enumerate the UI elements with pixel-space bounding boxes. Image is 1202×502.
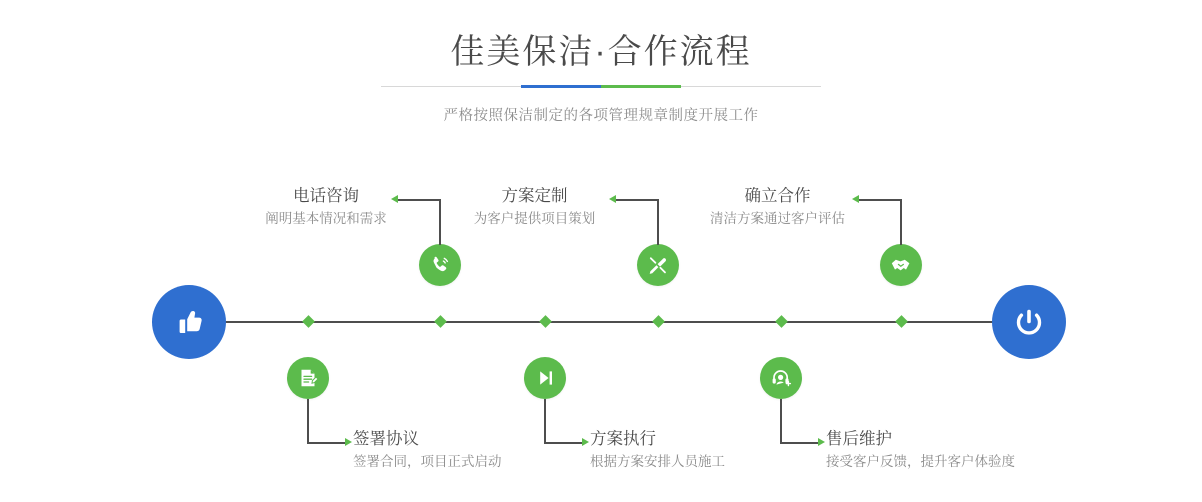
step-label-2 xyxy=(353,428,502,472)
phone-call-icon xyxy=(428,253,452,277)
page-title: 佳美保洁·合作流程 xyxy=(450,33,752,71)
step-label-6 xyxy=(705,185,850,229)
divider-accent-green xyxy=(601,85,681,88)
connector-vertical-4 xyxy=(544,399,546,443)
step-desc-2: 签署合同，项目正式启动 xyxy=(353,454,502,469)
connector-horizontal-4 xyxy=(544,442,584,444)
connector-arrow-5 xyxy=(818,438,825,446)
step-icon-circle-3 xyxy=(637,244,679,286)
step-icon-circle-6 xyxy=(880,244,922,286)
timeline-axis xyxy=(152,321,1052,323)
connector-horizontal-5 xyxy=(780,442,820,444)
connector-vertical-2 xyxy=(307,399,309,443)
header xyxy=(0,30,1202,125)
step-title-4: 方案执行 xyxy=(590,430,656,448)
headset-support-icon xyxy=(769,366,793,390)
power-icon xyxy=(1009,302,1049,342)
step-icon-circle-4 xyxy=(524,357,566,399)
thumbs-up-icon xyxy=(169,302,209,342)
step-title-6: 确立合作 xyxy=(744,187,811,205)
divider-accent-blue xyxy=(521,85,601,88)
step-icon-circle-5 xyxy=(760,357,802,399)
step-title-2: 签署协议 xyxy=(353,430,419,448)
step-icon-circle-1 xyxy=(419,244,461,286)
step-desc-5: 接受客户反馈，提升客户体验度 xyxy=(826,454,1015,469)
step-desc-6: 清洁方案通过客户评估 xyxy=(710,211,845,226)
title-divider xyxy=(0,82,1202,92)
step-title-3: 方案定制 xyxy=(501,187,568,205)
timeline-node-dot xyxy=(652,315,665,328)
step-desc-1: 阐明基本情况和需求 xyxy=(265,211,387,226)
timeline-start-badge xyxy=(152,285,226,359)
connector-vertical-1 xyxy=(439,199,441,245)
handshake-icon xyxy=(889,253,913,277)
brush-pen-icon xyxy=(646,253,670,277)
timeline-node-dot xyxy=(302,315,315,328)
connector-horizontal-1 xyxy=(398,199,440,201)
connector-vertical-5 xyxy=(780,399,782,443)
step-desc-3: 为客户提供项目策划 xyxy=(473,211,596,226)
connector-horizontal-2 xyxy=(307,442,347,444)
step-label-1 xyxy=(256,185,396,229)
connector-arrow-2 xyxy=(345,438,352,446)
connector-arrow-4 xyxy=(582,438,589,446)
connector-arrow-3 xyxy=(609,195,616,203)
step-label-3 xyxy=(462,185,607,229)
step-title-5: 售后维护 xyxy=(826,430,892,448)
step-icon-circle-2 xyxy=(287,357,329,399)
step-label-5 xyxy=(826,428,1015,472)
contract-document-icon xyxy=(296,366,320,390)
connector-vertical-6 xyxy=(900,199,902,245)
play-next-icon xyxy=(533,366,557,390)
step-title-1: 电话咨询 xyxy=(293,187,359,205)
step-label-4 xyxy=(590,428,725,472)
connector-arrow-6 xyxy=(852,195,859,203)
timeline-node-dot xyxy=(539,315,552,328)
connector-vertical-3 xyxy=(657,199,659,245)
page-subtitle: 严格按照保洁制定的各项管理规章制度开展工作 xyxy=(443,108,759,124)
connector-horizontal-3 xyxy=(616,199,658,201)
connector-horizontal-6 xyxy=(859,199,901,201)
timeline-node-dot xyxy=(775,315,788,328)
timeline-node-dot xyxy=(895,315,908,328)
timeline-end-badge xyxy=(992,285,1066,359)
timeline-node-dot xyxy=(434,315,447,328)
step-desc-4: 根据方案安排人员施工 xyxy=(590,454,725,469)
